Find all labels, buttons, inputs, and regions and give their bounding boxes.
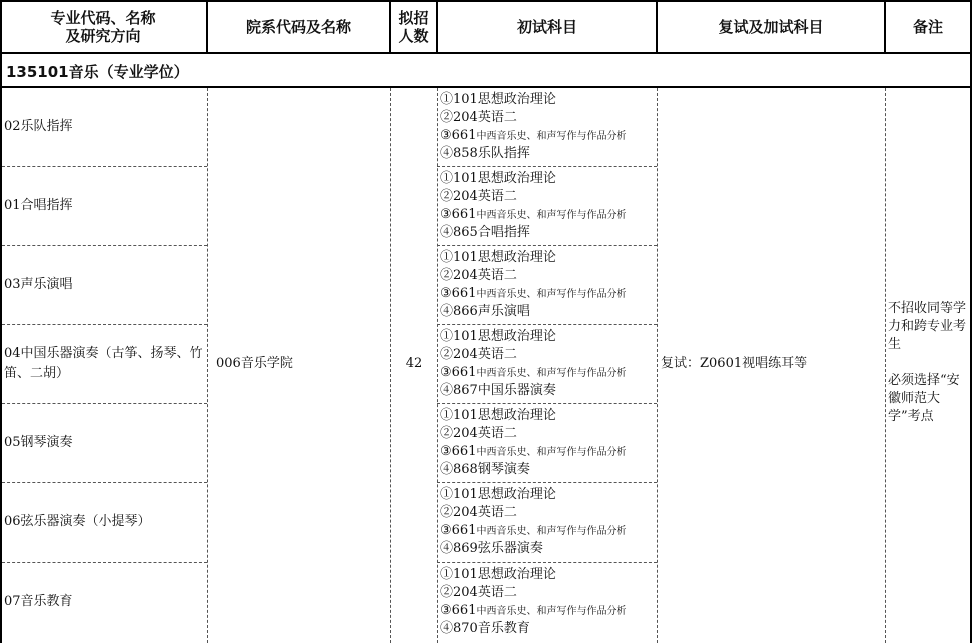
header-quota xyxy=(390,2,437,52)
subject-english: ②204英语二 xyxy=(440,110,517,125)
direction-name: 06弦乐器演奏（小提琴） xyxy=(4,514,151,529)
subject-politics: ①101思想政治理论 xyxy=(440,171,556,186)
direction-name: 03声乐演唱 xyxy=(4,277,73,292)
header-major-line1: 专业代码、名称 xyxy=(50,9,156,27)
rule xyxy=(389,0,391,54)
header-quota-line1: 拟招 xyxy=(398,9,429,27)
subject-politics: ①101思想政治理论 xyxy=(440,92,556,107)
subject-politics: ①101思想政治理论 xyxy=(440,408,556,423)
divider xyxy=(437,166,657,167)
prelim-subjects xyxy=(440,486,656,558)
subject-politics: ①101思想政治理论 xyxy=(440,487,556,502)
header-remarks xyxy=(885,2,971,52)
divider xyxy=(437,403,657,404)
header-major xyxy=(0,2,206,52)
prelim-subjects xyxy=(440,249,656,321)
dept-name: 006音乐学院 xyxy=(216,356,293,371)
rule xyxy=(0,52,972,54)
rule xyxy=(436,0,438,54)
subject-music-theory: ③661中西音乐史、和声写作与作品分析 xyxy=(440,523,627,538)
subject-english: ②204英语二 xyxy=(440,585,517,600)
subject-specialty: ④868钢琴演奏 xyxy=(440,462,530,477)
header-dept-label: 院系代码及名称 xyxy=(245,18,351,36)
subject-politics: ①101思想政治理论 xyxy=(440,329,556,344)
prelim-subjects xyxy=(440,170,656,242)
header-prelim xyxy=(437,2,657,52)
header-dept xyxy=(207,2,390,52)
subject-specialty: ④858乐队指挥 xyxy=(440,146,530,161)
rule xyxy=(206,0,208,54)
subject-specialty: ④867中国乐器演奏 xyxy=(440,383,556,398)
direction-name: 07音乐教育 xyxy=(4,594,73,609)
remarks-line2: 必须选择“安徽师范大学”考点 xyxy=(888,373,960,424)
major-title: 135101音乐（专业学位） xyxy=(6,63,189,81)
subject-specialty: ④865合唱指挥 xyxy=(440,225,530,240)
header-remarks-label: 备注 xyxy=(912,18,943,36)
header-quota-line2: 人数 xyxy=(398,27,429,45)
subject-english: ②204英语二 xyxy=(440,347,517,362)
subject-politics: ①101思想政治理论 xyxy=(440,567,556,582)
rule xyxy=(884,0,886,54)
direction-name: 05钢琴演奏 xyxy=(4,435,73,450)
direction-name: 04中国乐器演奏（古筝、扬琴、竹笛、二胡） xyxy=(4,346,203,381)
subject-english: ②204英语二 xyxy=(440,426,517,441)
rule xyxy=(0,0,2,643)
direction-name: 01合唱指挥 xyxy=(4,198,73,213)
subject-english: ②204英语二 xyxy=(440,268,517,283)
direction-name: 02乐队指挥 xyxy=(4,119,73,134)
prelim-subjects xyxy=(440,328,656,400)
subject-specialty: ④870音乐教育 xyxy=(440,621,530,636)
subject-music-theory: ③661中西音乐史、和声写作与作品分析 xyxy=(440,207,627,222)
remarks-cell xyxy=(888,300,972,426)
subject-music-theory: ③661中西音乐史、和声写作与作品分析 xyxy=(440,444,627,459)
divider xyxy=(437,88,438,643)
divider xyxy=(207,88,208,643)
divider xyxy=(437,245,657,246)
rule xyxy=(656,0,658,54)
header-retest-label: 复试及加试科目 xyxy=(718,18,824,36)
subject-specialty: ④869弦乐器演奏 xyxy=(440,541,543,556)
divider xyxy=(885,88,886,643)
quota-value: 42 xyxy=(405,356,423,371)
retest-subjects: 复试：Z0601视唱练耳等 xyxy=(661,356,808,371)
subject-english: ②204英语二 xyxy=(440,189,517,204)
subject-music-theory: ③661中西音乐史、和声写作与作品分析 xyxy=(440,365,627,380)
divider xyxy=(657,88,658,643)
header-retest xyxy=(657,2,885,52)
divider xyxy=(437,562,657,563)
divider xyxy=(437,324,657,325)
header-major-line2: 及研究方向 xyxy=(65,27,141,45)
rule xyxy=(0,0,972,2)
prelim-subjects xyxy=(440,91,656,163)
subject-specialty: ④866声乐演唱 xyxy=(440,304,530,319)
subject-music-theory: ③661中西音乐史、和声写作与作品分析 xyxy=(440,128,627,143)
remarks-line1: 不招收同等学力和跨专业考生 xyxy=(888,301,967,352)
subject-english: ②204英语二 xyxy=(440,505,517,520)
subject-music-theory: ③661中西音乐史、和声写作与作品分析 xyxy=(440,286,627,301)
subject-politics: ①101思想政治理论 xyxy=(440,250,556,265)
divider xyxy=(437,482,657,483)
prelim-subjects xyxy=(440,566,656,638)
subject-music-theory: ③661中西音乐史、和声写作与作品分析 xyxy=(440,603,627,618)
prelim-subjects xyxy=(440,407,656,479)
header-prelim-label: 初试科目 xyxy=(516,18,577,36)
